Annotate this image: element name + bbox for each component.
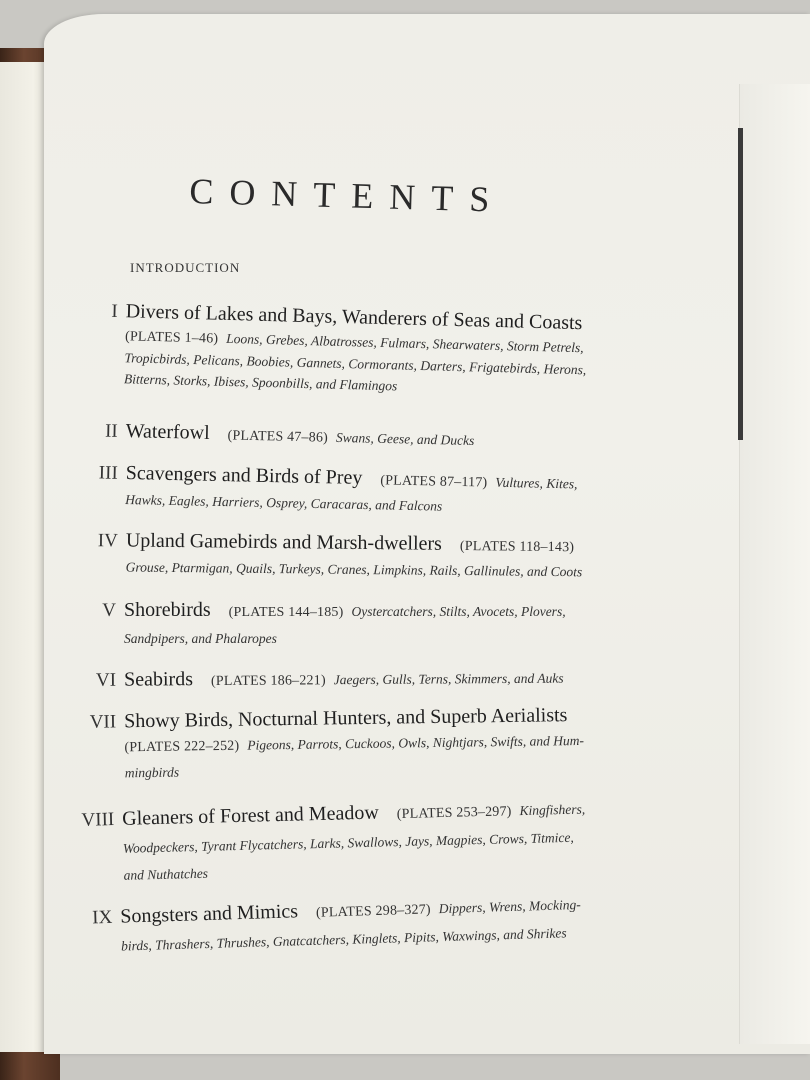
thumb-index-bar [738, 128, 743, 440]
chapter-plates: (PLATES 144–185) [228, 605, 344, 620]
chapter-plates: (PLATES 87–117) [380, 473, 488, 491]
chapter-birds: Oystercatchers, Stilts, Avocets, Plovers, [351, 604, 566, 619]
chapter-heading: Gleaners of Forest and Meadow [121, 801, 380, 830]
chapter-birds: Kingfishers, [519, 801, 586, 819]
chapter-birds: Dippers, Wrens, Mocking- [438, 896, 581, 917]
chapter-heading: Shorebirds [124, 599, 211, 621]
chapter-numeral: I [111, 300, 118, 323]
chapter-birds: Woodpeckers, Tyrant Flycatchers, Larks, Swallows, Jays, Magpies, Crows, Titmice, [122, 829, 574, 856]
page-stack-edge [739, 84, 810, 1044]
chapter-heading: Scavengers and Birds of Prey [125, 462, 363, 489]
chapter-birds: Grouse, Ptarmigan, Quails, Turkeys, Cranes, Limpkins, Rails, Gallinules, and Coots [125, 559, 583, 580]
left-page-edge [0, 62, 49, 1052]
chapter-heading: Divers of Lakes and Bays, Wanderers of Seas and Coasts [125, 300, 583, 335]
chapter-heading: Seabirds [123, 668, 194, 691]
chapter-numeral: VI [95, 669, 117, 691]
chapter-birds: Hawks, Eagles, Harriers, Osprey, Caracaras, and Falcons [125, 491, 443, 514]
chapter-birds: Sandpipers, and Phalaropes [124, 631, 277, 646]
chapter-birds: Bitterns, Storks, Ibises, Spoonbills, and Flamingos [123, 371, 398, 394]
chapter-heading: Showy Birds, Nocturnal Hunters, and Superb Aerialists [123, 704, 568, 733]
chapter-plates: (PLATES 1–46) [124, 329, 219, 347]
chapter-plates: (PLATES 47–86) [227, 428, 329, 446]
chapter-plates: (PLATES 222–252) [124, 738, 240, 756]
chapter-birds: mingbirds [124, 764, 180, 781]
chapter-birds: and Nuthatches [123, 865, 209, 883]
chapter-numeral: VII [89, 711, 117, 733]
chapter-birds: birds, Thrashers, Thrushes, Gnatcatchers, Kinglets, Pipits, Waxwings, and Shrikes [120, 925, 567, 954]
chapter-numeral: II [104, 420, 118, 442]
chapter-heading: Upland Gamebirds and Marsh-dwellers [125, 529, 443, 555]
chapter-plates: (PLATES 298–327) [315, 902, 432, 921]
chapter-plates: (PLATES 253–297) [396, 804, 512, 823]
chapter-heading: Waterfowl [125, 420, 210, 444]
chapter-numeral: V [102, 600, 116, 621]
chapter-numeral: IX [91, 906, 113, 929]
chapter-numeral: III [98, 462, 118, 484]
chapter-plates: (PLATES 118–143) [459, 539, 575, 556]
chapter-birds: Tropicbirds, Pelicans, Boobies, Gannets, Cormorants, Darters, Frigatebirds, Herons, [124, 350, 587, 378]
toc-introduction: INTRODUCTION [130, 260, 241, 275]
chapter-birds: Jaegers, Gulls, Terns, Skimmers, and Auks [333, 670, 564, 688]
page-title: CONTENTS [188, 170, 506, 220]
chapter-birds: Loons, Grebes, Albatrosses, Fulmars, Shearwaters, Storm Petrels, [226, 330, 584, 356]
chapter-heading: Songsters and Mimics [119, 900, 299, 928]
chapter-birds: Swans, Geese, and Ducks [335, 429, 475, 448]
chapter-numeral: IV [97, 530, 118, 552]
chapter-numeral: VIII [81, 809, 115, 831]
chapter-plates: (PLATES 186–221) [210, 673, 326, 690]
chapter-birds: Vultures, Kites, [495, 474, 578, 492]
chapter-birds: Pigeons, Parrots, Cuckoos, Owls, Nightjars, Swifts, and Hum- [247, 732, 585, 753]
